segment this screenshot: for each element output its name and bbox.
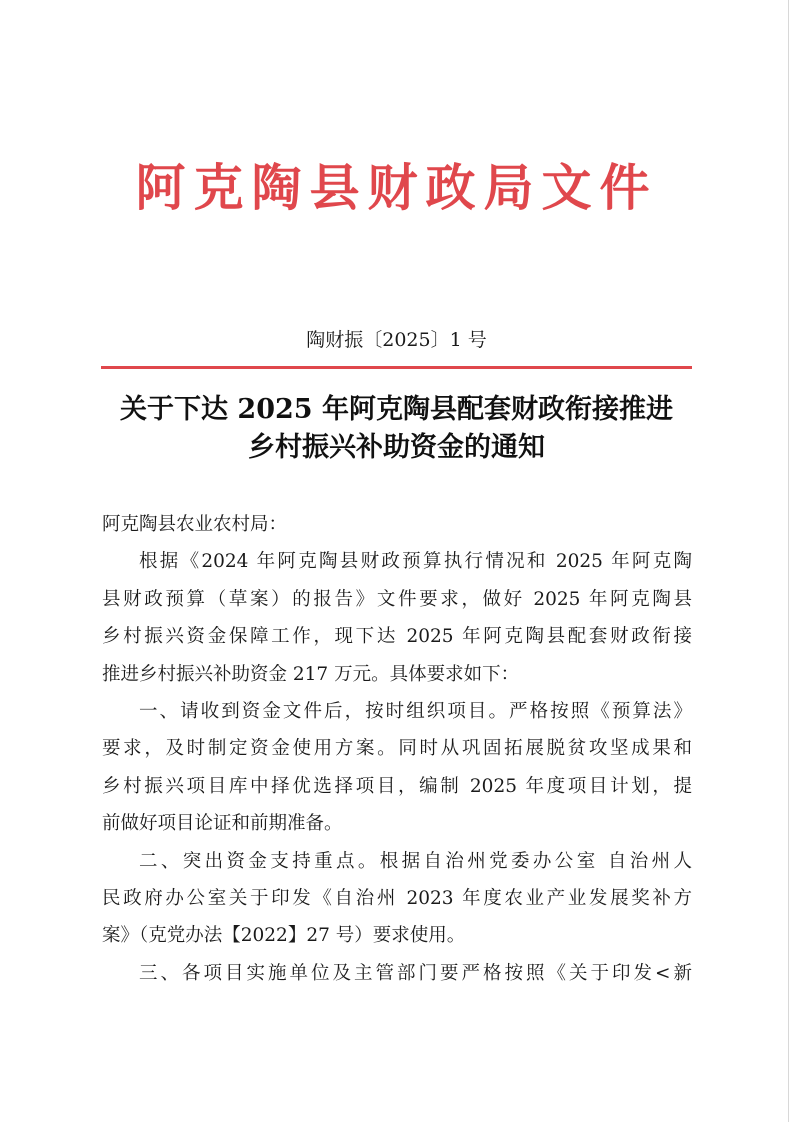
red-separator-line — [101, 366, 692, 369]
notice-title — [90, 391, 703, 467]
paragraph-2-line-1: 一、请收到资金文件后，按时组织项目。严格按照《预算法》 — [139, 700, 692, 722]
salutation: 阿克陶县农业农村局： — [102, 514, 288, 535]
paragraph-1-line-2: 县财政预算（草案）的报告》文件要求，做好 2025 年阿克陶县 — [102, 588, 692, 610]
document-body — [102, 506, 692, 992]
paragraph-3-line-1: 二、突出资金支持重点。根据自治州党委办公室 自治州人 — [139, 850, 692, 872]
paragraph-4-line-1: 三、各项目实施单位及主管部门要严格按照《关于印发<新 — [139, 962, 692, 984]
paragraph-2-line-2: 要求，及时制定资金使用方案。同时从巩固拓展脱贫攻坚成果和 — [102, 738, 692, 760]
document-number: 陶财振〔2025〕1 号 — [306, 329, 487, 351]
paragraph-2-line-4: 前做好项目论证和前期准备。 — [102, 813, 343, 835]
paragraph-3-line-2: 民政府办公室关于印发《自治州 2023 年度农业产业发展奖补方 — [102, 887, 692, 909]
issuer-header-title: 阿克陶县财政局文件 — [135, 158, 658, 217]
paragraph-2-line-3: 乡村振兴项目库中择优选择项目，编制 2025 年度项目计划，提 — [102, 775, 692, 797]
notice-title-line-2: 乡村振兴补助资金的通知 — [248, 432, 545, 463]
page-edge — [788, 0, 789, 1122]
paragraph-1-line-1: 根据《2024 年阿克陶县财政预算执行情况和 2025 年阿克陶 — [139, 551, 692, 573]
notice-title-line-1: 关于下达 2025 年阿克陶县配套财政衔接推进 — [120, 394, 673, 425]
paragraph-3-line-3: 案》（克党办法【2022】27 号）要求使用。 — [102, 925, 466, 947]
paragraph-1-line-3: 乡村振兴资金保障工作，现下达 2025 年阿克陶县配套财政衔接 — [102, 626, 692, 648]
paragraph-1-line-4: 推进乡村振兴补助资金 217 万元。具体要求如下： — [102, 663, 520, 685]
